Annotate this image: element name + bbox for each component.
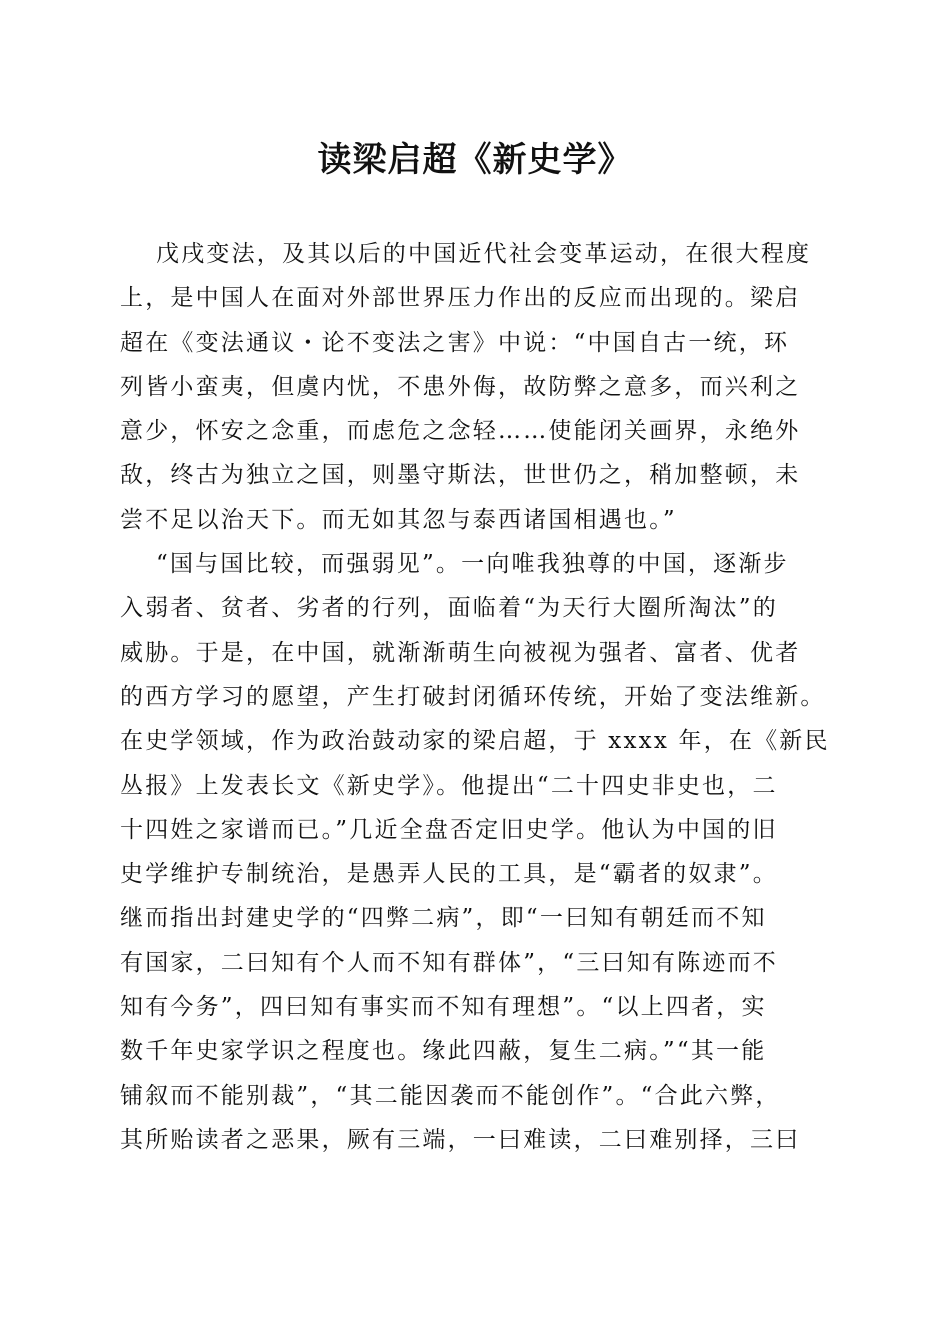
text-line: 威胁。于是，在中国，就渐渐萌生向被视为强者、富者、优者 (120, 639, 801, 666)
document-body (120, 232, 850, 1162)
text-line: 知有今务”，四曰知有事实而不知有理想”。“以上四者，实 (120, 994, 767, 1021)
text-line: 尝不足以治天下。而无如其忽与泰西诸国相遇也。” (120, 506, 677, 533)
document-title: 读梁启超《新史学》 (317, 140, 633, 180)
text-line: 数千年史家学识之程度也。缘此四蔽，复生二病。”“其一能 (120, 1038, 767, 1065)
text-line: 其所贻读者之恶果，厥有三端，一曰难读，二曰难别择，三曰 (120, 1126, 801, 1153)
text-line: 列皆小蛮夷，但虞内忧，不患外侮，故防弊之意多，而兴利之 (120, 373, 801, 400)
text-line: 继而指出封建史学的“四弊二病”，即“一曰知有朝廷而不知 (120, 905, 767, 932)
paragraph-2 (120, 542, 850, 1162)
text-line: 敌，终古为独立之国，则墨守斯法，世世仍之，稍加整顿，未 (120, 462, 801, 489)
text-line: “国与国比较，而强弱见”。一向唯我独尊的中国，逐渐步 (156, 551, 789, 578)
text-line: 有国家，二曰知有个人而不知有群体”，“三曰知有陈迹而不 (120, 949, 778, 976)
text-line: 的西方学习的愿望，产生打破封闭循环传统，开始了变法维新。 (120, 683, 826, 710)
text-line: 入弱者、贫者、劣者的行列，面临着“为天行大圈所淘汰”的 (120, 595, 778, 622)
text-line: 铺叙而不能别裁”，“其二能因袭而不能创作”。“合此六弊， (120, 1082, 781, 1109)
text-line: 十四姓之家谱而已。”几近全盘否定旧史学。他认为中国的旧 (120, 816, 778, 843)
text-line: 戊戌变法，及其以后的中国近代社会变革运动，在很大程度 (156, 241, 812, 267)
text-line: 丛报》上发表长文《新史学》。他提出“二十四史非史也，二 (120, 772, 778, 799)
paragraph-1 (120, 232, 850, 542)
text-line: 在史学领域，作为政治鼓动家的梁启超，于 xxxx 年，在《新民 (120, 728, 830, 755)
text-line: 超在《变法通议・论不变法之害》中说：“中国自古一统，环 (120, 329, 790, 356)
text-line: 史学维护专制统治，是愚弄人民的工具，是“霸者的奴隶”。 (120, 861, 778, 888)
text-line: 意少，怀安之念重，而虑危之念轻……使能闭关画界，永绝外 (120, 418, 801, 445)
text-line: 上，是中国人在面对外部世界压力作出的反应而出现的。梁启 (120, 285, 801, 312)
